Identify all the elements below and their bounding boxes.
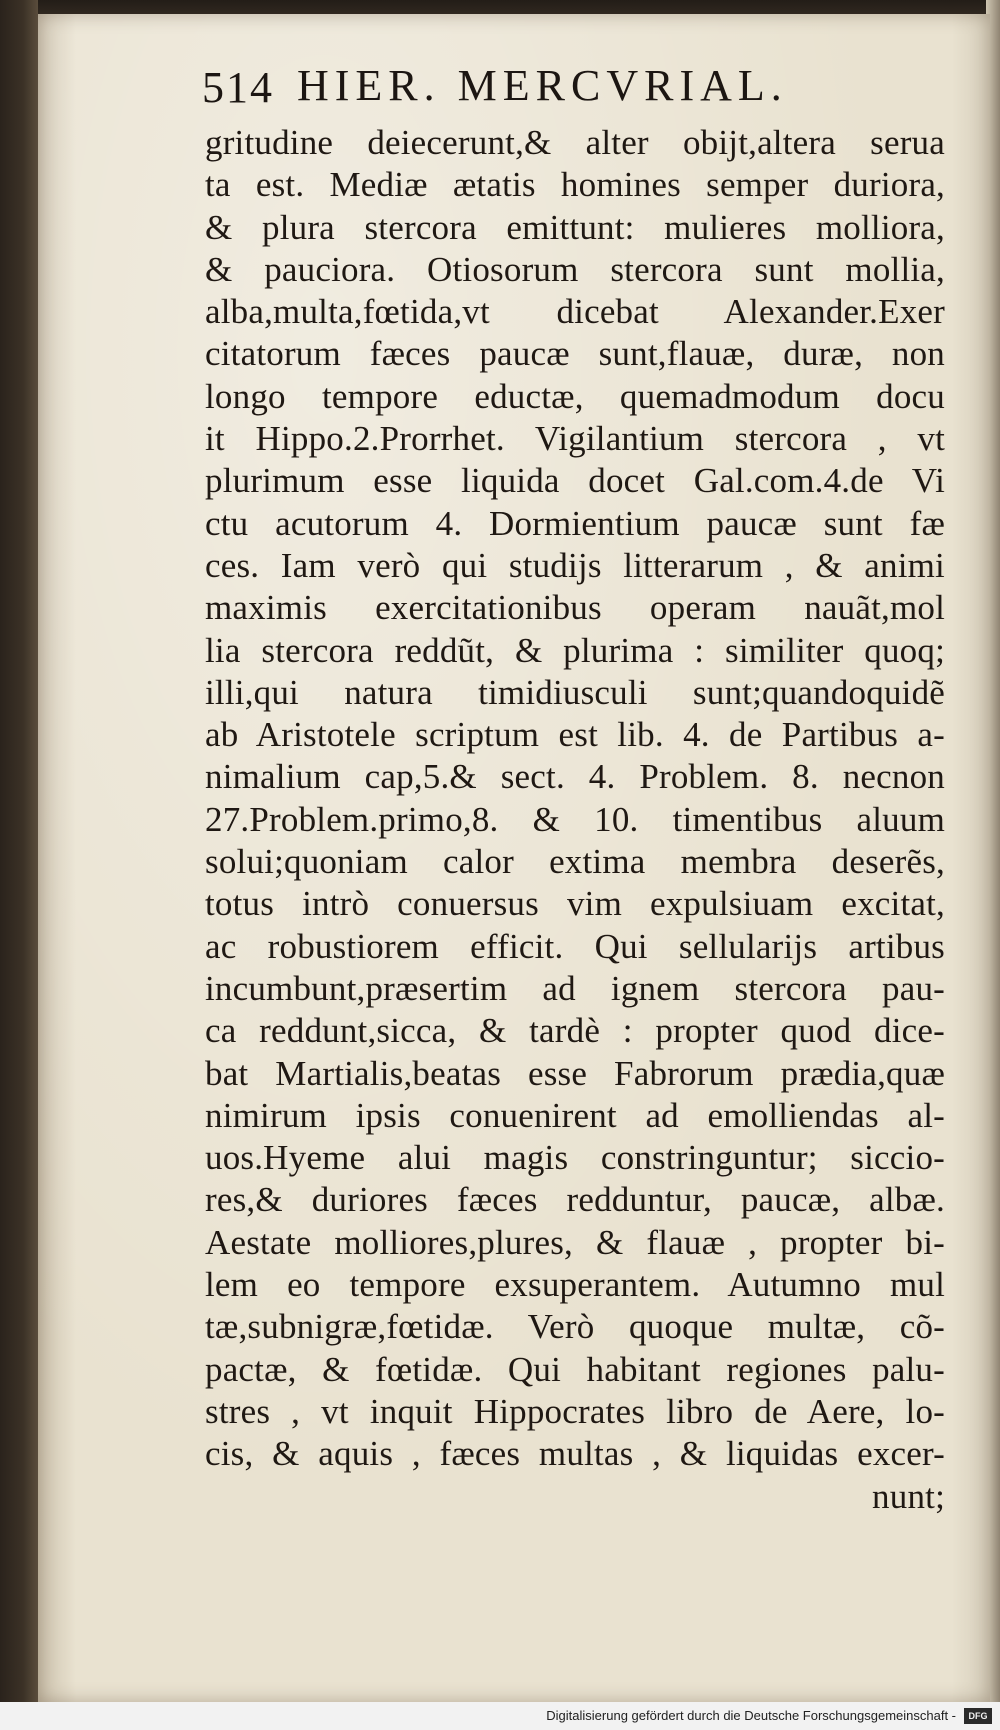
body-text: [205, 122, 945, 1518]
text-line: & plura stercora emittunt: mulieres molliora,: [205, 207, 945, 247]
text-line: 27.Problem.primo,8. & 10. timentibus aluum: [205, 799, 945, 839]
text-line: it Hippo.2.Prorrhet. Vigilantium stercora , vt: [205, 419, 945, 459]
text-line: alba,multa,fœtida,vt dicebat Alexander.Exer: [205, 292, 945, 332]
text-line: solui;quoniam calor extima membra deserẽs,: [205, 842, 945, 882]
text-line: incumbunt,præsertim ad ignem stercora pau-: [205, 968, 945, 1008]
text-line: maximis exercitationibus operam nauãt,mol: [205, 588, 945, 628]
funding-credit: Digitalisierung gefördert durch die Deutsche Forschungsgemeinschaft -: [546, 1708, 956, 1723]
text-line: plurimum esse liquida docet Gal.com.4.de Vi: [205, 461, 945, 501]
page-header: [202, 58, 882, 118]
text-line: nimalium cap,5.& sect. 4. Problem. 8. necnon: [205, 757, 945, 797]
book-gutter-edge: [0, 0, 38, 1730]
dfg-logo-icon: DFG: [964, 1708, 992, 1724]
text-line: gritudine deiecerunt,& alter obijt,altera serua: [205, 123, 945, 162]
catchword: nunt;: [872, 1476, 945, 1516]
digitization-footer: [0, 1702, 1000, 1730]
text-line: nimirum ipsis conuenirent ad emolliendas al-: [205, 1095, 945, 1135]
text-line: pactæ, & fœtidæ. Qui habitant regiones palu-: [205, 1349, 945, 1389]
text-line: bat Martialis,beatas esse Fabrorum prædia,quæ: [205, 1053, 945, 1093]
text-line: & pauciora. Otiosorum stercora sunt mollia,: [205, 249, 945, 289]
page-number: 514: [202, 63, 274, 112]
text-line: illi,qui natura timidiusculi sunt;quandoquidẽ: [205, 672, 945, 712]
text-line: tæ,subnigræ,fœtidæ. Verò quoque multæ, cõ-: [205, 1307, 945, 1347]
text-line: ctu acutorum 4. Dormientium paucæ sunt fæ: [205, 503, 945, 543]
text-line: totus intrò conuersus vim expulsiuam excitat,: [205, 884, 945, 924]
text-line: lia stercora reddũt, & plurima : similiter quoq;: [205, 630, 945, 670]
text-line: ta est. Mediæ ætatis homines semper duriora,: [205, 165, 945, 205]
text-line: uos.Hyeme alui magis constringuntur; siccio-: [205, 1138, 945, 1178]
text-line: cis, & aquis , fæces multas , & liquidas excer-: [205, 1434, 945, 1474]
text-line: stres , vt inquit Hippocrates libro de Aere, lo-: [205, 1391, 945, 1431]
running-head: HIER. MERCVRIAL.: [297, 61, 788, 110]
text-line: ab Aristotele scriptum est lib. 4. de Partibus a-: [205, 715, 945, 755]
text-line: ces. Iam verò qui studijs litterarum , & animi: [205, 545, 945, 585]
text-line: ac robustiorem efficit. Qui sellularijs artibus: [205, 926, 945, 966]
text-line: lem eo tempore exsuperantem. Autumno mul: [205, 1265, 945, 1305]
text-line: Aestate molliores,plures, & flauæ , propter bi-: [205, 1222, 945, 1262]
text-line: citatorum fæces paucæ sunt,flauæ, duræ, non: [205, 334, 945, 374]
text-line: ca reddunt,sicca, & tardè : propter quod dice-: [205, 1011, 945, 1051]
text-line: longo tempore eductæ, quemadmodum docu: [205, 376, 945, 416]
text-line: res,& duriores fæces redduntur, paucæ, albæ.: [205, 1180, 945, 1220]
